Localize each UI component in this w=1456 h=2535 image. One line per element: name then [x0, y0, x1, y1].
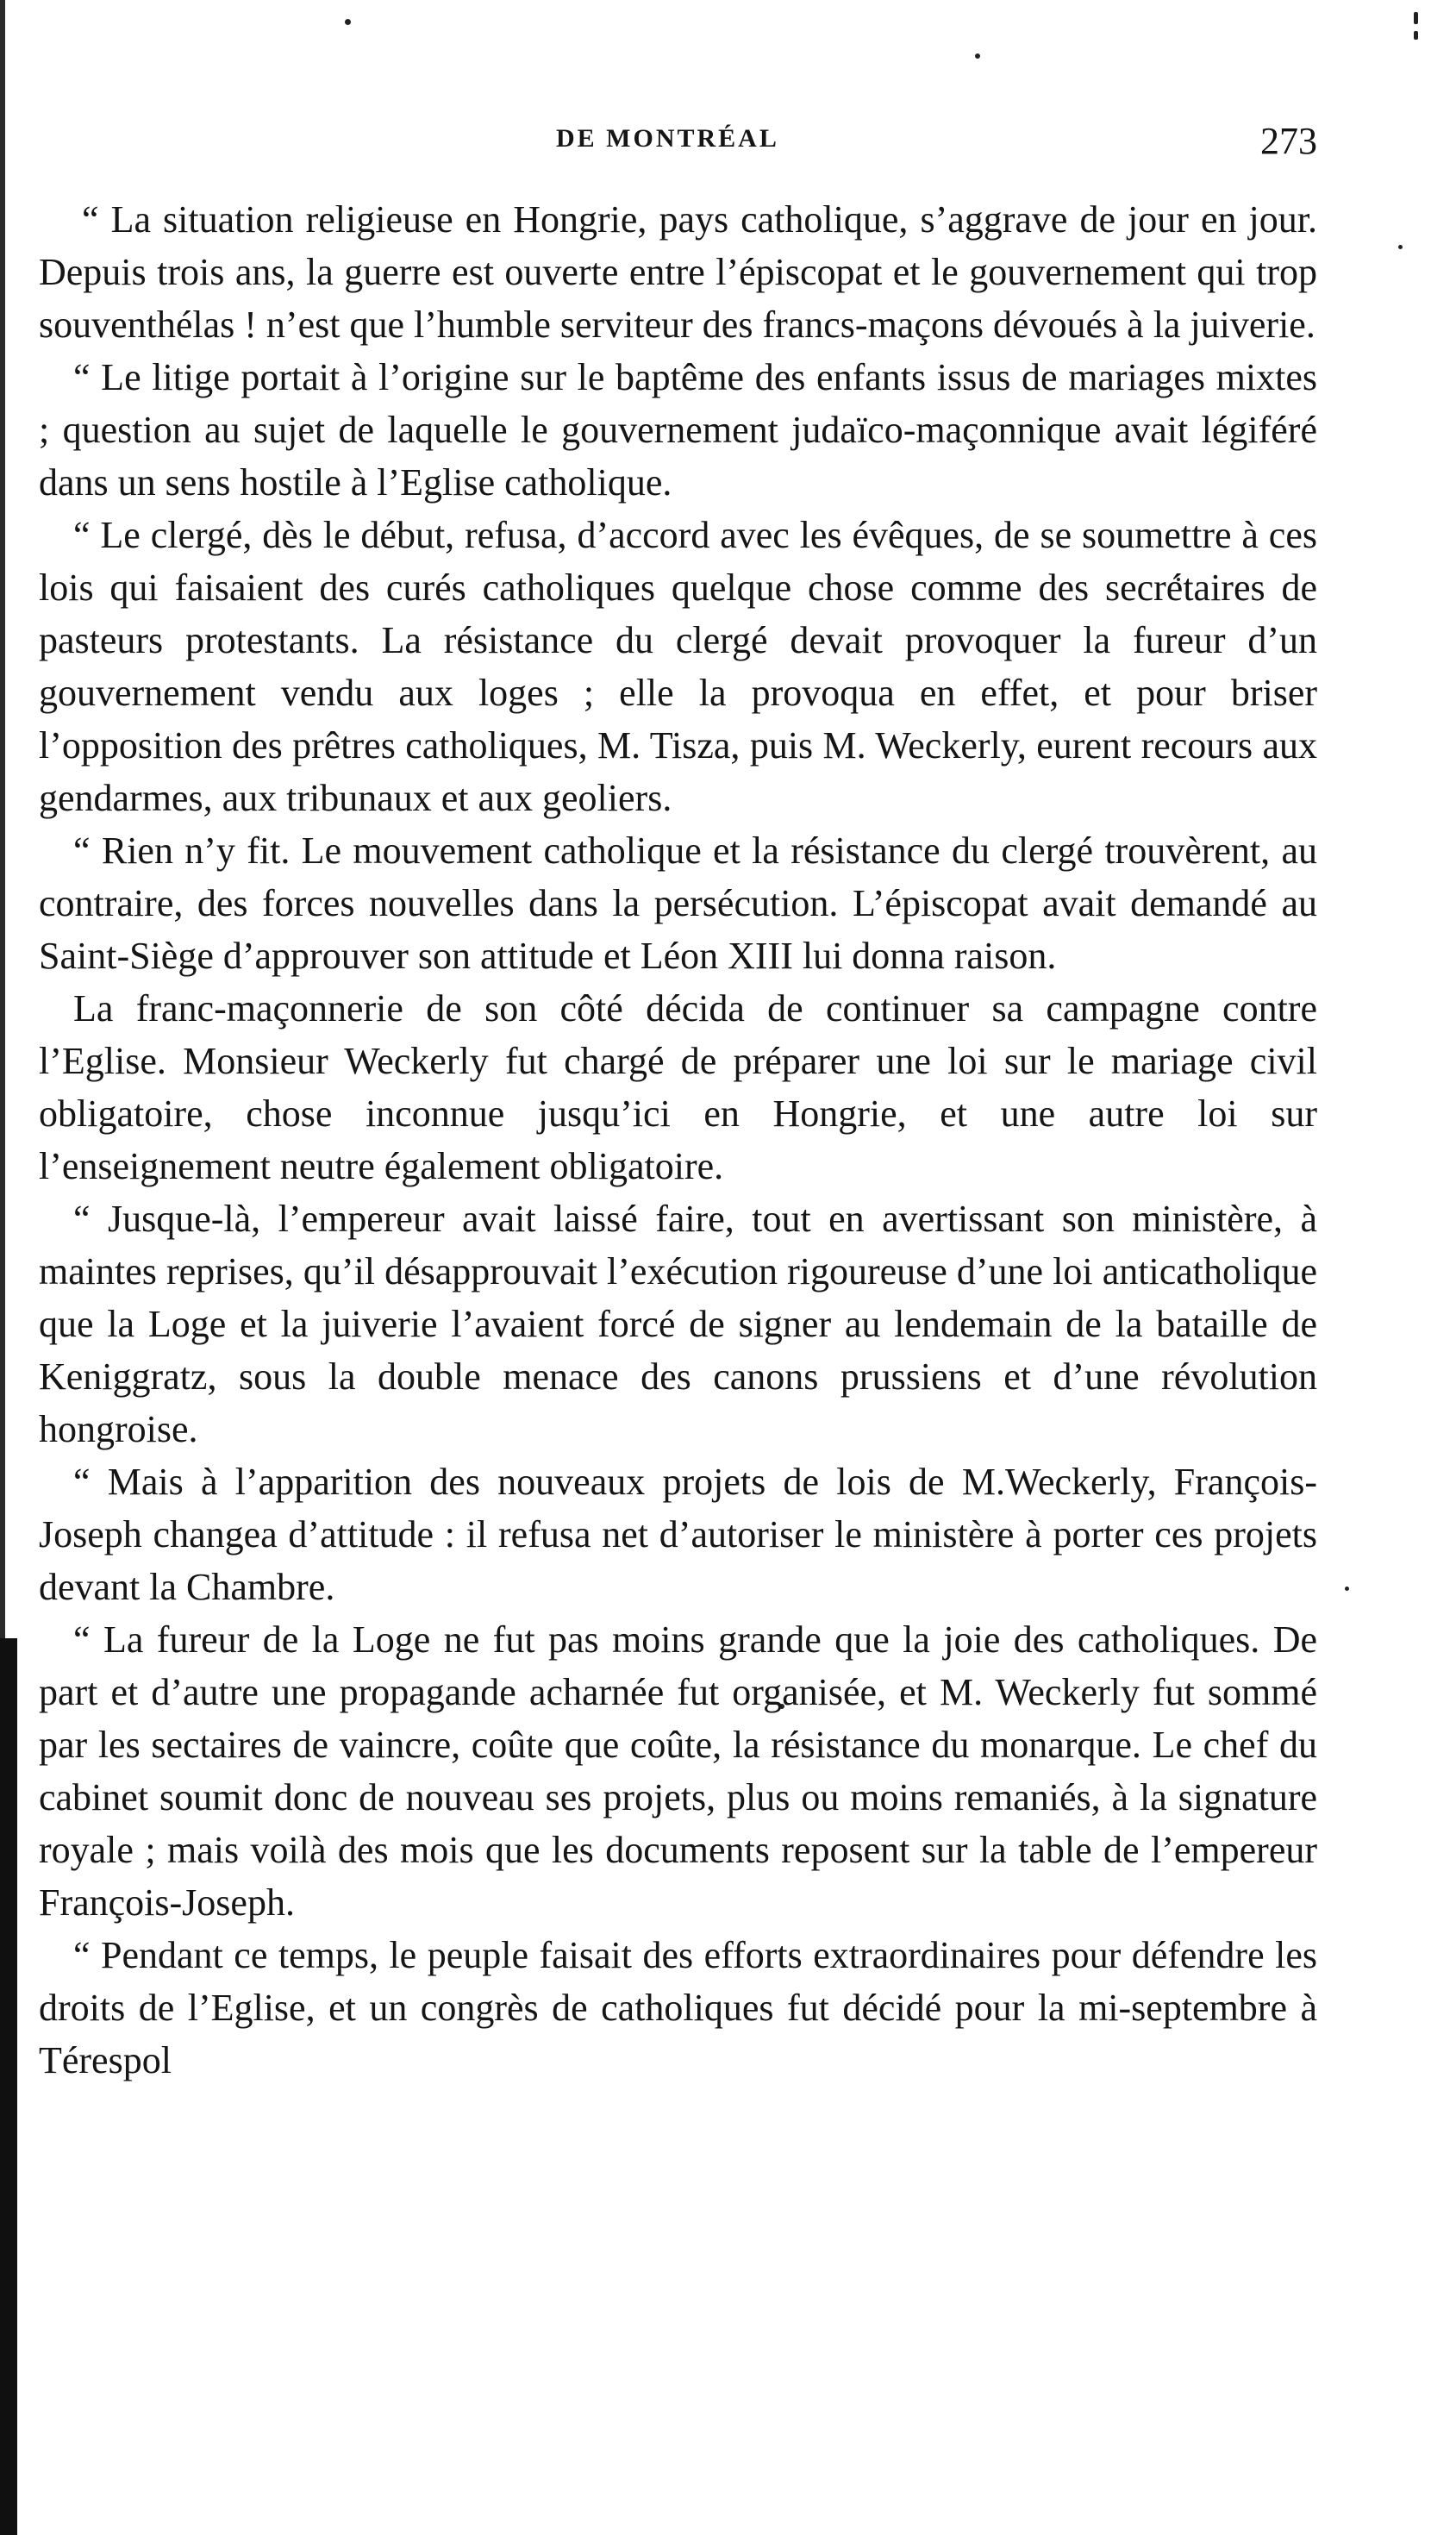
paragraph: La franc-maçonnerie de son côté décida de continuer sa campagne contre l’Eglise. Monsieur Weckerly fut chargé de préparer une loi sur le mariage civil obligatoire, chose inconnue jusqu’ici en Hongrie, et une autre loi sur l’enseignement neutre également obligatoire. [39, 987, 1317, 1187]
running-title: DE MONTRÉAL [556, 124, 779, 153]
paragraph: “ Le clergé, dès le début, refusa, d’accord avec les évêques, de se soumettre à ces lois qui faisaient des curés catholiques quelque chose comme des secrétaires de pasteurs protestants. La résistance du clergé devait provoquer la fureur d’un gouvernement vendu aux loges ; elle la provoqua en effet, et pour briser l’opposition des prêtres catholiques, M. Tisza, puis M. Weckerly, eurent recours aux gendarmes, aux tribunaux et aux geoliers. [39, 514, 1317, 819]
page-number: 273 [1260, 120, 1317, 162]
paragraph: “ Pendant ce temps, le peuple faisait des efforts extraordinaires pour défendre les droits de l’Eglise, et un congrès de catholiques fut décidé pour la mi-septembre à Térespol [39, 1934, 1317, 2081]
speck-mark [1414, 12, 1418, 24]
page-header [39, 119, 1317, 171]
body-text [39, 193, 1317, 2087]
paragraph: “ Mais à l’apparition des nouveaux projets de lois de M.Weckerly, François-Joseph changea d’attitude : il refusa net d’autoriser le ministère à porter ces projets devant la Chambre. [39, 1461, 1317, 1608]
speck-mark [1398, 245, 1403, 249]
speck-mark [1345, 1587, 1349, 1591]
speck-mark [975, 53, 980, 59]
speck-mark [345, 19, 351, 25]
paragraph: “ Jusque-là, l’empereur avait laissé faire, tout en avertissant son ministère, à maintes reprises, qu’il désapprouvait l’exécution rigoureuse d’une loi anticatholique que la Loge et la juiverie l’avaient forcé de signer au lendemain de la bataille de Keniggratz, sous la double menace des canons prussiens et d’une révolution hongroise. [39, 1198, 1317, 1450]
page-binding-shadow [0, 1638, 17, 2535]
speck-mark [1414, 31, 1418, 40]
paragraph: “ La situation religieuse en Hongrie, pays catholique, s’aggrave de jour en jour. Depuis trois ans, la guerre est ouverte entre l’épiscopat et le gouvernement qui trop souventhélas ! n’est que l’humble serviteur des francs-maçons dévoués à la juiverie. [39, 198, 1317, 346]
page-binding-edge [0, 0, 5, 1638]
paragraph: “ La fureur de la Loge ne fut pas moins grande que la joie des catholiques. De part et d’autre une propagande acharnée fut organisée, et M. Weckerly fut sommé par les sectaires de vaincre, coûte que coûte, la résistance du monarque. Le chef du cabinet soumit donc de nouveau ses projets, plus ou moins remaniés, à la signature royale ; mais voilà des mois que les documents reposent sur la table de l’empereur François-Joseph. [39, 1618, 1317, 1924]
paragraph: “ Le litige portait à l’origine sur le baptême des enfants issus de mariages mixtes ; question au sujet de laquelle le gouvernement judaïco-maçonnique avait légiféré dans un sens hostile à l’Eglise catholique. [39, 356, 1317, 504]
paragraph: “ Rien n’y fit. Le mouvement catholique et la résistance du clergé trouvèrent, au contraire, des forces nouvelles dans la persécution. L’épiscopat avait demandé au Saint-Siège d’approuver son attitude et Léon XIII lui donna raison. [39, 829, 1317, 977]
